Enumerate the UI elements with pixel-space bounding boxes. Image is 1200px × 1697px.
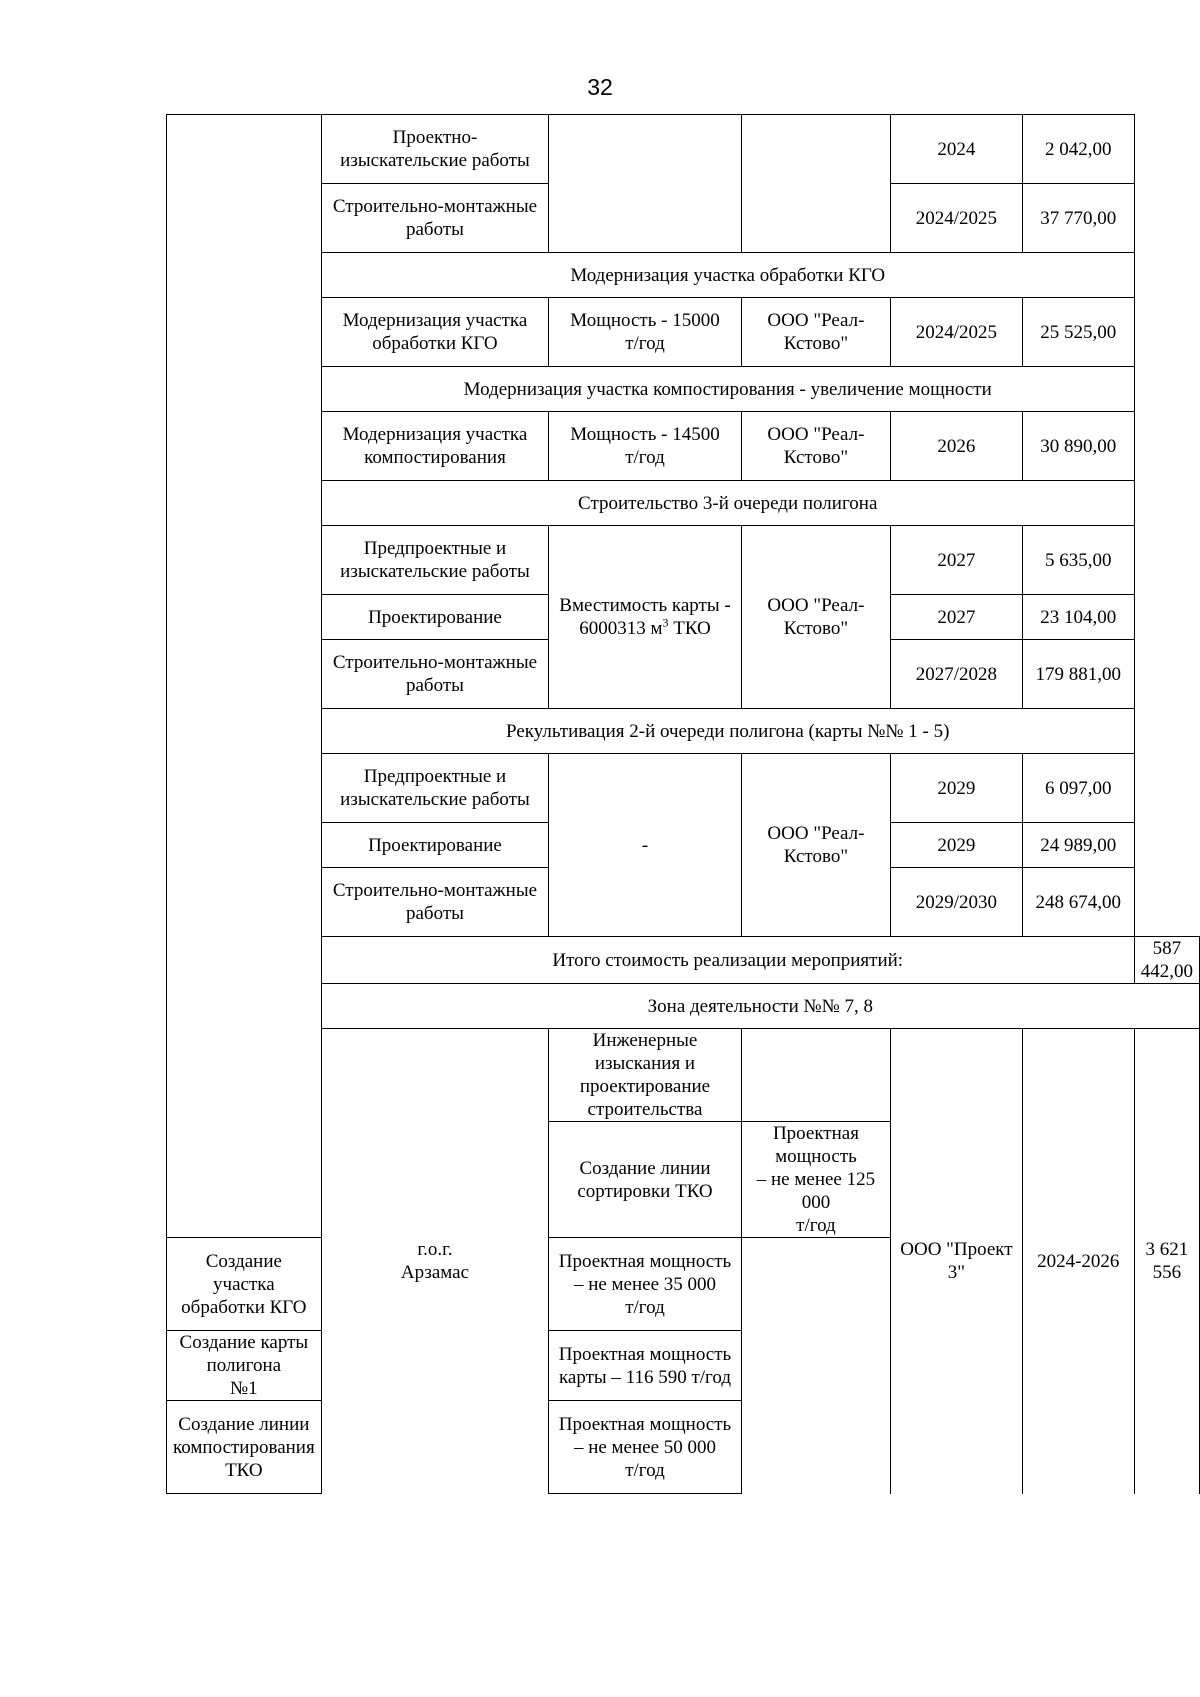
- cell-line: Строительно-монтажные: [332, 196, 538, 217]
- cost-cell: 24 989,00: [1022, 823, 1134, 868]
- cell-line: Модернизация участка: [342, 424, 528, 445]
- total-row: [167, 937, 1200, 984]
- cell-line: Строительно-монтажные: [332, 652, 538, 673]
- cell-line: №1: [230, 1378, 258, 1399]
- cell-line: 6000313 м: [579, 618, 663, 639]
- cell-line: работы: [406, 903, 464, 924]
- cell-line: обработки КГО: [181, 1296, 307, 1318]
- table-row: [167, 754, 1200, 823]
- section-title: Строительство 3-й очереди полигона: [321, 481, 1134, 526]
- cell-line: ТКО: [668, 618, 711, 639]
- section-title: Модернизация участка обработки КГО: [321, 253, 1134, 298]
- work-cell: [321, 868, 549, 937]
- cell-line: Проектно-: [392, 127, 478, 148]
- cell-line: т/год: [625, 1296, 665, 1318]
- cell-line: изыскательские работы: [340, 150, 530, 171]
- work-cell: [167, 1238, 322, 1331]
- year-cell: 2024/2025: [891, 298, 1023, 367]
- cost-cell: 3 621 556: [1134, 1029, 1199, 1494]
- capacity-cell: [741, 1122, 890, 1238]
- cost-cell: 2 042,00: [1022, 115, 1134, 184]
- zone-title: Зона деятельности №№ 7, 8: [321, 984, 1199, 1029]
- superscript: 3: [662, 615, 669, 630]
- cell-line: – не менее 50 000: [573, 1436, 717, 1458]
- cell-line: Создание карты полигона: [179, 1332, 309, 1376]
- section-header-row: [167, 367, 1200, 412]
- year-cell: 2027: [891, 595, 1023, 640]
- cell-line: проектирование: [579, 1076, 711, 1097]
- cost-cell: 25 525,00: [1022, 298, 1134, 367]
- work-cell: [549, 1029, 742, 1122]
- cell-line: Модернизация участка: [342, 310, 528, 331]
- table-row: [167, 298, 1200, 367]
- cell-line: Проектная мощность: [558, 1343, 732, 1365]
- cell-line: Строительно-монтажные: [332, 880, 538, 901]
- work-cell: [549, 1122, 742, 1238]
- cell-line: Кстово": [783, 846, 849, 867]
- page-number: 32: [587, 74, 613, 100]
- capacity-cell: -: [549, 754, 742, 937]
- cell-line: обработки КГО: [372, 333, 498, 354]
- work-cell: [321, 115, 549, 184]
- operator-cell: ООО "Проект 3": [891, 1029, 1023, 1494]
- table-row: [167, 526, 1200, 595]
- cell-line: карты – 116 590 т/год: [558, 1366, 731, 1388]
- table-row: [167, 412, 1200, 481]
- work-cell: [321, 526, 549, 595]
- capacity-cell: [549, 1401, 742, 1494]
- operator-cell: [741, 754, 890, 937]
- cell-line: ООО "Реал-: [767, 310, 865, 331]
- capacity-cell-empty: [549, 115, 742, 253]
- year-cell: 2026: [891, 412, 1023, 481]
- cell-line: ООО "Реал-: [767, 424, 865, 445]
- year-cell: 2024/2025: [891, 184, 1023, 253]
- cell-line: Инженерные изыскания и: [592, 1030, 698, 1074]
- cell-line: Проектная мощность: [558, 1413, 732, 1435]
- cost-cell: 6 097,00: [1022, 754, 1134, 823]
- cell-line: Предпроектные и: [363, 538, 507, 559]
- operator-cell: [741, 526, 890, 709]
- year-cell: 2029/2030: [891, 868, 1023, 937]
- cell-line: Проектная мощность: [558, 1250, 732, 1272]
- capacity-cell: [549, 1331, 742, 1401]
- year-cell: 2027/2028: [891, 640, 1023, 709]
- measures-table: [166, 114, 1200, 1494]
- year-cell: 2024-2026: [1022, 1029, 1134, 1494]
- municipality-cell-empty: [167, 115, 322, 1238]
- cell-line: сортировки ТКО: [577, 1180, 713, 1202]
- cell-line: Проектирование: [368, 834, 502, 856]
- year-cell: 2027: [891, 526, 1023, 595]
- cost-cell: 5 635,00: [1022, 526, 1134, 595]
- cell-line: работы: [406, 219, 464, 240]
- work-cell: [321, 184, 549, 253]
- work-cell: [321, 640, 549, 709]
- cost-cell: 248 674,00: [1022, 868, 1134, 937]
- cell-line: – не менее 125 000: [756, 1169, 876, 1213]
- year-cell: 2029: [891, 754, 1023, 823]
- cost-cell: 37 770,00: [1022, 184, 1134, 253]
- cell-line: Создание линии: [579, 1157, 711, 1179]
- year-cell: 2029: [891, 823, 1023, 868]
- section-title: Рекультивация 2-й очереди полигона (карты №№ 1 - 5): [321, 709, 1134, 754]
- cost-cell: 30 890,00: [1022, 412, 1134, 481]
- table-row: [167, 1029, 1200, 1122]
- municipality-cell: [321, 1029, 549, 1494]
- capacity-cell: [549, 412, 742, 481]
- cell-line: изыскательские работы: [340, 561, 530, 582]
- cell-line: г.о.г.: [417, 1239, 453, 1261]
- cell-line: строительства: [587, 1099, 703, 1120]
- cell-line: ООО "Реал-: [767, 595, 865, 616]
- cell-line: Вместимость карты -: [559, 595, 731, 616]
- section-title: Модернизация участка компостирования - увеличение мощности: [321, 367, 1134, 412]
- cell-line: Арзамас: [400, 1262, 470, 1284]
- work-cell: [167, 1331, 322, 1401]
- cell-line: Создание линии: [178, 1413, 310, 1435]
- cell-line: Проектная мощность: [772, 1123, 859, 1167]
- cell-line: Создание участка: [205, 1250, 282, 1295]
- section-header-row: [167, 253, 1200, 298]
- work-cell: [167, 1401, 322, 1494]
- capacity-cell: [549, 298, 742, 367]
- cell-line: т/год: [625, 447, 665, 468]
- cell-line: т/год: [625, 1459, 665, 1481]
- cell-line: ООО "Реал-: [767, 823, 865, 844]
- cell-line: Кстово": [783, 618, 849, 639]
- cost-cell: 179 881,00: [1022, 640, 1134, 709]
- cell-line: Мощность - 14500: [570, 424, 720, 445]
- cell-line: Кстово": [783, 447, 849, 468]
- work-cell: [321, 412, 549, 481]
- work-cell: [321, 823, 549, 868]
- cell-line: работы: [406, 675, 464, 696]
- table-row: [167, 115, 1200, 184]
- work-cell: [321, 595, 549, 640]
- cell-line: Предпроектные и: [363, 766, 507, 787]
- total-label: Итого стоимость реализации мероприятий:: [321, 937, 1134, 984]
- cell-line: изыскательские работы: [340, 789, 530, 810]
- work-cell: [321, 754, 549, 823]
- zone-header-row: [167, 984, 1200, 1029]
- cell-line: Мощность - 15000: [570, 310, 720, 331]
- cell-line: т/год: [625, 333, 665, 354]
- operator-cell: [741, 298, 890, 367]
- operator-cell-empty: [741, 115, 890, 253]
- cell-line: Кстово": [783, 333, 849, 354]
- cell-line: т/год: [796, 1215, 836, 1236]
- section-header-row: [167, 481, 1200, 526]
- work-cell: [321, 298, 549, 367]
- capacity-cell: [549, 1238, 742, 1331]
- cost-cell: 23 104,00: [1022, 595, 1134, 640]
- capacity-cell: [549, 526, 742, 709]
- operator-cell: [741, 412, 890, 481]
- capacity-cell-empty: [741, 1029, 890, 1122]
- section-header-row: [167, 709, 1200, 754]
- total-value: 587 442,00: [1134, 937, 1199, 984]
- cell-line: компостирования ТКО: [173, 1436, 315, 1481]
- year-cell: 2024: [891, 115, 1023, 184]
- cell-line: – не менее 35 000: [573, 1273, 717, 1295]
- cell-line: Проектирование: [368, 606, 502, 628]
- cell-line: компостирования: [364, 447, 506, 468]
